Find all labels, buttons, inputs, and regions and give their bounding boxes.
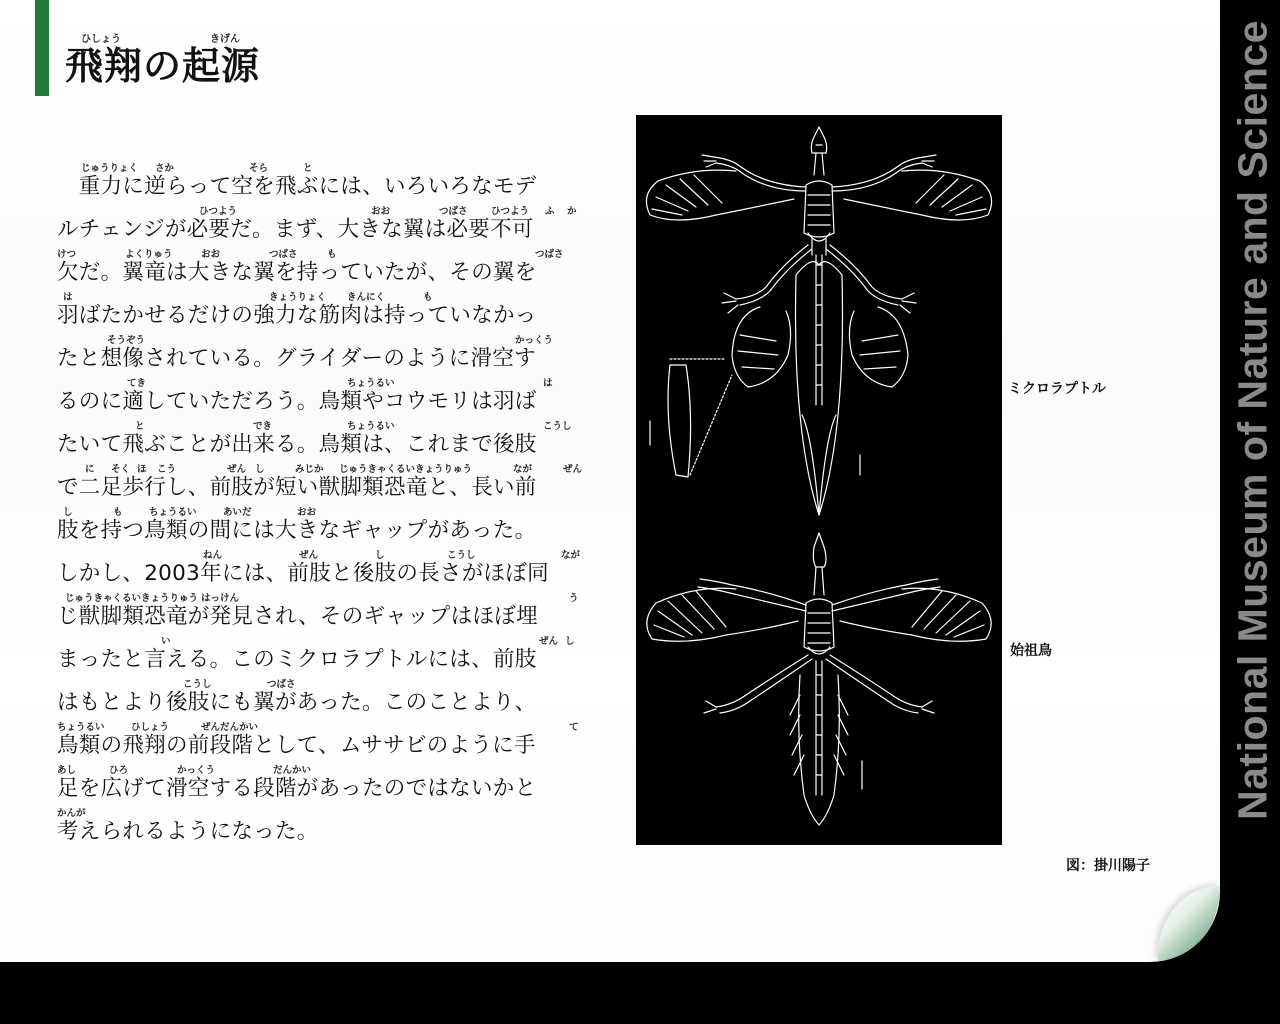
ruby: ふ (545, 206, 555, 217)
ruby: し (375, 550, 385, 561)
ruby: きょうりょく (269, 292, 327, 303)
ruby: だんかい (273, 765, 312, 776)
ruby: つばさ (439, 206, 468, 217)
ruby-line (57, 545, 592, 560)
ruby: こうし (543, 421, 572, 432)
ruby-line (57, 674, 592, 689)
ruby-line (57, 631, 592, 646)
ruby: ぜん (227, 464, 247, 475)
ruby: て (569, 722, 579, 733)
ruby: ひろ (109, 765, 129, 776)
ruby-line (57, 416, 592, 431)
body-text (57, 158, 592, 846)
ruby: かっくう (177, 765, 216, 776)
body-line: 考えられるようになった。 (57, 819, 319, 844)
body-line: 羽ばたかせるだけの強力な筋肉は持っていなかっ (57, 303, 537, 328)
ruby-line (57, 373, 592, 388)
body-line: 足を広げて滑空する段階があったのではないかと (57, 776, 537, 801)
ruby: そうぞう (107, 335, 146, 346)
ruby: こうし (447, 550, 476, 561)
microraptor-skeleton (646, 127, 991, 515)
ruby: はっけん (201, 593, 240, 604)
body-line: 重力に逆らって空を飛ぶには、いろいろなモデ (57, 174, 537, 199)
ruby-line (57, 717, 592, 732)
ruby: し (255, 464, 265, 475)
ruby: も (327, 249, 337, 260)
ruby: も (113, 507, 123, 518)
ruby: けつ (57, 249, 77, 260)
ruby: こうし (183, 679, 212, 690)
ruby: ねん (203, 550, 223, 561)
ruby-line (57, 459, 592, 474)
brand-vertical (1226, 0, 1280, 840)
ruby: も (423, 292, 433, 303)
body-line: るのに適していただろう。鳥類やコウモリは羽ば (57, 389, 537, 414)
body-line: 鳥類の飛翔の前段階として、ムササビのように手 (57, 733, 536, 758)
ruby: ぜん (563, 464, 583, 475)
ruby: い (161, 636, 171, 647)
fossil-skeleton-illustration (636, 115, 1002, 845)
ruby: に (85, 464, 95, 475)
body-line: はもとより後肢にも翼があった。このことより、 (57, 690, 537, 715)
ruby: し (63, 507, 73, 518)
ruby: つばさ (267, 679, 296, 690)
ruby: じゅうりょく (81, 163, 139, 174)
ruby: し (565, 636, 575, 647)
page-title: 飛翔の起源 (65, 44, 261, 88)
ruby: と (303, 163, 313, 174)
ruby: う (569, 593, 579, 604)
ruby: おお (371, 206, 391, 217)
ruby: きんにく (347, 292, 386, 303)
body-line: で二足歩行し、前肢が短い獣脚類恐竜と、長い前 (57, 475, 537, 500)
ruby: でき (253, 421, 273, 432)
ruby: おお (297, 507, 317, 518)
body-line: たいて飛ぶことが出来る。鳥類は、これまで後肢 (57, 432, 537, 457)
ruby: さか (155, 163, 175, 174)
ruby: かっくう (515, 335, 554, 346)
ruby: ちょうるい (347, 378, 395, 389)
ruby: なが (561, 550, 581, 561)
ruby-line (57, 201, 592, 216)
ruby: こう (157, 464, 177, 475)
ruby: は (543, 378, 553, 389)
ruby: あし (57, 765, 77, 776)
ruby: なが (513, 464, 533, 475)
ruby: ぜんだんかい (201, 722, 259, 733)
ruby: は (63, 292, 73, 303)
body-line: 肢を持つ鳥類の間には大きなギャップがあった。 (57, 518, 537, 543)
title-accent-bar (35, 0, 49, 96)
body-line: まったと言える。このミクロラプトルには、前肢 (57, 647, 537, 672)
label-microraptor: ミクロラプトル (1008, 381, 1106, 397)
ruby-line (57, 287, 592, 302)
ruby: か (567, 206, 577, 217)
ruby-line (57, 588, 592, 603)
ruby: じゅうきゃくるいきょうりゅう (339, 464, 473, 475)
ruby: ちょうるい (149, 507, 197, 518)
ruby: てき (127, 378, 147, 389)
ruby: ひしょう (131, 722, 170, 733)
ruby: ぜん (299, 550, 319, 561)
body-line: しかし、2003年には、前肢と後肢の長さがほぼ同 (57, 561, 549, 586)
figure-credit: 図：掛川陽子 (1066, 858, 1150, 874)
ruby: みじか (295, 464, 324, 475)
body-line: じ獣脚類恐竜が発見され、そのギャップはほぼ埋 (57, 604, 538, 629)
ruby-line (57, 330, 592, 345)
ruby-line (57, 244, 592, 259)
ruby: と (135, 421, 145, 432)
fossil-figure (636, 115, 1002, 845)
ruby: あいだ (223, 507, 252, 518)
ruby: よくりゅう (125, 249, 173, 260)
ruby: そく (111, 464, 131, 475)
ruby-line (57, 158, 592, 173)
ruby-line (57, 760, 592, 775)
ruby: じゅうきゃくるいきょうりゅう (65, 593, 199, 604)
ruby: つばさ (535, 249, 564, 260)
archaeopteryx-skeleton (647, 533, 991, 825)
title-ruby-1: ひしょう (81, 34, 121, 45)
ruby: ちょうるい (57, 722, 105, 733)
page-curl-icon[interactable] (1158, 886, 1220, 962)
body-line: 欠だ。翼竜は大きな翼を持っていたが、その翼を (57, 260, 537, 285)
brand-text: National Museum of Nature and Science (1229, 20, 1276, 820)
ruby: かんが (57, 808, 86, 819)
ruby: ぜん (539, 636, 559, 647)
label-archaeopteryx: 始祖鳥 (1010, 643, 1052, 659)
body-line: ルチェンジが必要だ。まず、大きな翼は必要不可 (57, 217, 534, 242)
ruby: ひつよう (199, 206, 238, 217)
ruby-line (57, 803, 592, 818)
title-block (65, 30, 260, 90)
body-line: たと想像されている。グライダーのように滑空す (57, 346, 536, 371)
ruby: つばさ (269, 249, 298, 260)
ruby: そら (249, 163, 269, 174)
ruby-line (57, 502, 592, 517)
ruby: ひつよう (491, 206, 530, 217)
title-ruby-2: きげん (210, 34, 240, 45)
ruby: ほ (137, 464, 147, 475)
ruby: おお (201, 249, 221, 260)
ruby: ちょうるい (347, 421, 395, 432)
